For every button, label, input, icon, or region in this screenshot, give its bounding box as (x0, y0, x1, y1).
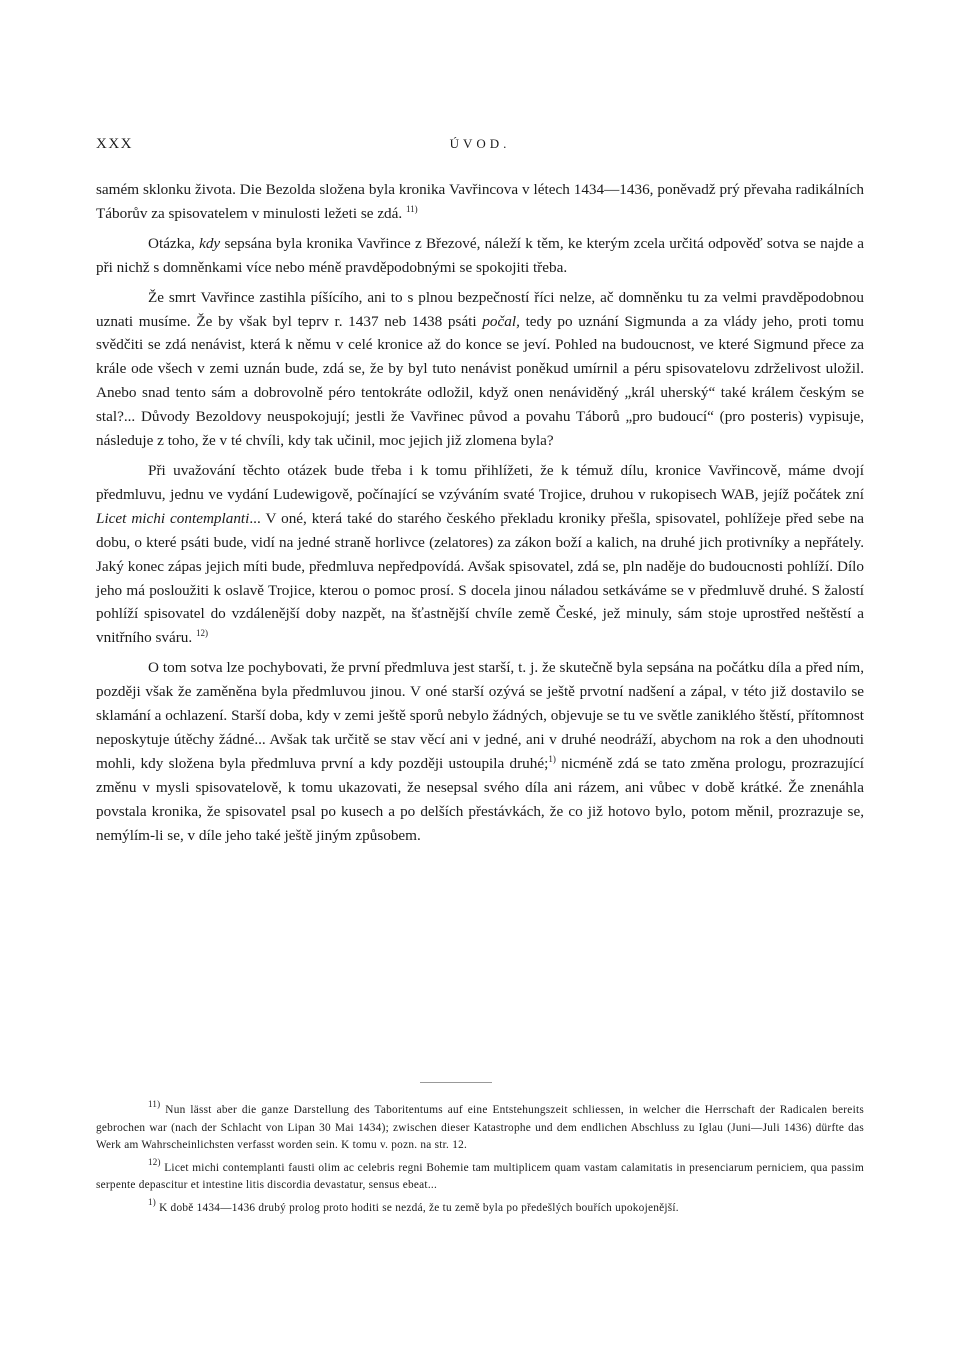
paragraph-text: Při uvažování těchto otázek bude třeba i k tomu přihlížeti, že k témuž dílu, kronice Vavřincově, máme dvojí předmluvu, jednu ve vydání Ludewigově, počínající se vzýváním svaté Trojice, druhou v rukopisech WAB, jejíž počátek zní (96, 461, 864, 503)
paragraph (96, 286, 864, 453)
footnote-text: Nun lässt aber die ganze Darstellung des Taboritentums auf eine Entstehungszeit schliessen, in welcher die Herrschaft der Radicalen bereits gebrochen war (nach der Schlacht von Lipan 30 Mai 1434); zwischen dieser Katastrophe und dem endlichen Abschluss zu Iglau (Juni—Juli 1436) dürfte das Werk am Wahrscheinlichsten verfasst worden sein. K tomu v. pozn. na str. 12. (96, 1104, 864, 1151)
italic-term: Licet michi contemplanti (96, 509, 250, 527)
footnote (96, 1099, 864, 1155)
footnote-text: Licet michi contemplanti fausti olim ac celebris regni Bohemie tam multiplicem quam vastam calamitatis in presenciarum perniciem, qua passim serpente depascitur et intestine litis discordia devastatur, sensus ebeat... (96, 1161, 864, 1191)
footnote-marker: 11) (148, 1099, 161, 1109)
paragraph (96, 459, 864, 650)
footnote-ref: 11) (406, 203, 418, 214)
italic-term: kdy (199, 234, 221, 252)
italic-term: počal, (482, 312, 520, 330)
footnote (96, 1196, 864, 1218)
paragraph-text: sepsána byla kronika Vavřince z Březové, náleží k těm, ke kterým zcela určitá odpověď sotva se najde a při nichž s domněnkami více nebo méně pravděpodobnými se spokojiti třeba. (96, 234, 865, 276)
running-title: ÚVOD. (449, 136, 511, 151)
footnote-ref: 12) (195, 628, 208, 639)
page-number: XXX (96, 136, 133, 152)
paragraph-text: Otázka, (148, 234, 195, 252)
paragraph-text: Že smrt Vavřince zastihla píšícího, ani to s plnou bezpečností říci nelze, ač domněnku tu za velmi pravděpodobnou uznati musíme. Že by však byl teprv r. 1437 neb 1438 psáti (96, 288, 864, 330)
paragraph (96, 656, 864, 847)
paragraph-text: tedy po uznání Sigmunda a za vlády jeho, proti tomu svědčiti se zdá nenávist, která k němu v celé kronice až do konce se jeví. Pohled na budoucnost, ve které Sigmund přece za krále ode všech v zemi uznán bude, zdá se, že by byl tuto nenávist poněkud umírnil a péru spisovatelovu zdrželivost uložil. Anebo snad tento sám a dobrovolně péro tentokráte odložil, když onen nenáviděný „král uherský“ také králem českým se stal?... Důvody Bezoldovy neuspokojují; jestli že Vavřinec původ a povahu Táborů „pro budoucí“ (pro posteris) vypisuje, následuje z toho, že v té chvíli, kdy tak učinil, moc jejich již zlomena byla? (96, 312, 865, 450)
footnote (96, 1156, 864, 1195)
footnote-divider (420, 1082, 492, 1083)
paragraph-text: O tom sotva lze pochybovati, že první předmluva jest starší, t. j. že skutečně byla sepsána na počátku díla a před ním, později však že zaměněna byla předmluvou jinou. V oné starší ozývá se ještě prvotní nadšení a zápal, v této již dostavilo se sklamání a ochlazení. Starší doba, kdy v zemi ještě sporů nebylo žádných, objevuje se tu ve světle zaniklého štěstí, přítomnost neposkytuje útěchy žádné... Avšak tak určitě se stav věcí ani v jedné, ani v druhé neodráží, abychom na rok a den uhodnouti mohli, kdy složena byla předmluva první a kdy později ustoupila druhé; (96, 659, 864, 772)
footnote-ref: 1) (548, 753, 556, 764)
page-header (96, 136, 864, 158)
paragraph-text: nicméně zdá se tato změna prologu, prozrazující změnu v mysli spisovatelově, k tomu ukazovati, že nesepsal svého díla ani rázem, ani vůbec v době krátké. Že znenáhla povstala kronika, že spisovatel psal po kusech a po delších přestávkách, že co již hotovo bylo, potom měnil, prozrazuje se, nemýlím-li se, v díle jeho také ještě jiným způsobem. (96, 754, 865, 844)
paragraph-text: ... V oné, která také do starého českého překladu kroniky přešla, spisovatel, pohlížeje před sebe na dobu, o které psáti bude, vidí na jedné straně horlivce (zelatores) za zákon boží a kalich, na druhé jich protivníky a nepřátely. Jaký konec zápas jejich míti bude, předmluva nepředpovídá. Avšak spisovatel, zdá se, pln naděje do budoucnosti pohlíží. Dílo jeho má posloužiti k oslavě Trojice, kterou o pomoc prosí. S docela jinou náladou setkáváme se v předmluvě druhé. S žalostí pohlíží spisovatel do vzdálenější doby nazpět, na šťastnější chvíle země České, jež minuly, sám stoje uprostřed neštěstí a vnitřního sváru. (96, 509, 865, 647)
footnote-marker: 1) (148, 1196, 156, 1207)
footnote-text: K době 1434—1436 drubý prolog proto hoditi se nezdá, že tu země byla po předešlých bouřích upokojenější. (159, 1201, 679, 1214)
footnote-marker: 12) (148, 1156, 161, 1167)
paragraph (96, 232, 864, 280)
paragraph-continued (96, 178, 864, 226)
body-text (96, 178, 864, 847)
paragraph-text: samém sklonku života. Die Bezolda složena byla kronika Vavřincova v létech 1434—1436, poněvadž prý převaha radikálních Táborův za spisovatelem v minulosti ležeti se zdá. (96, 181, 864, 222)
footnotes (96, 1099, 864, 1222)
